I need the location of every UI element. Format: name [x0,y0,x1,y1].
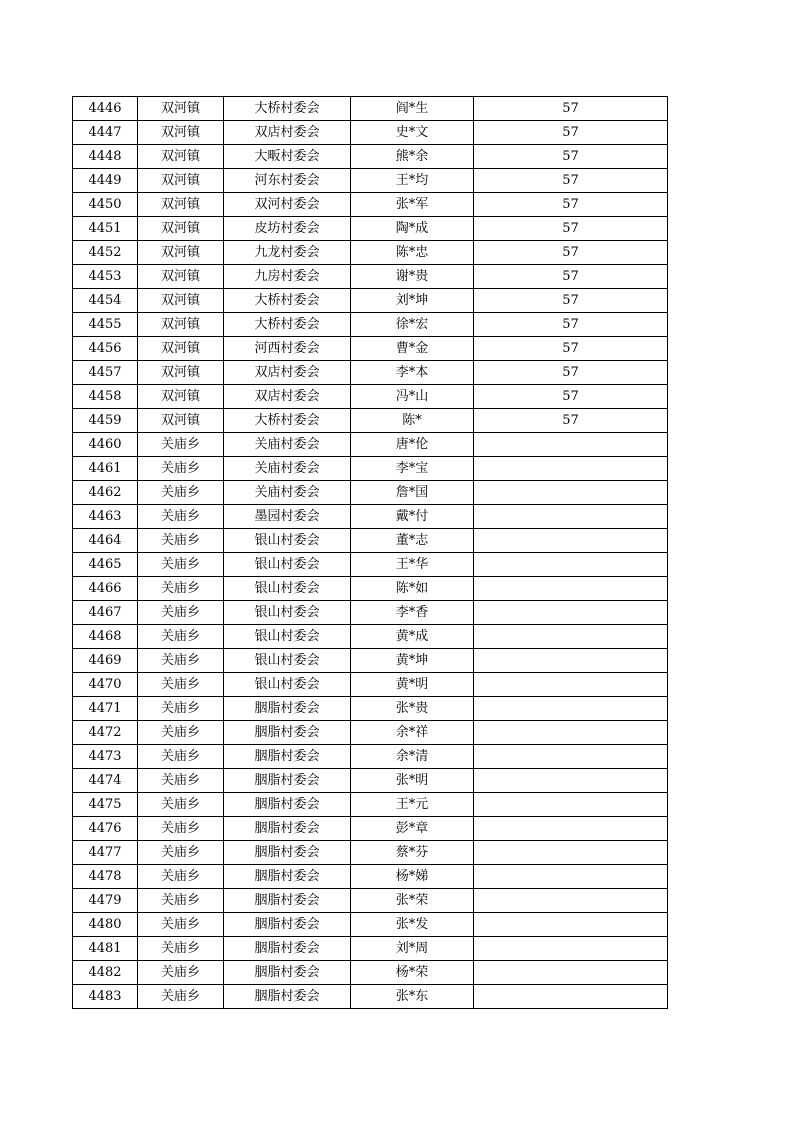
village-committee-cell: 九龙村委会 [224,241,351,265]
row-number-cell: 4455 [73,313,138,337]
person-name-cell: 杨*荣 [351,961,474,985]
village-committee-cell: 胭脂村委会 [224,769,351,793]
township-cell: 关庙乡 [138,721,224,745]
village-committee-cell: 双河村委会 [224,193,351,217]
table-row [73,553,668,577]
amount-cell [474,481,668,505]
table-row [73,145,668,169]
row-number-cell: 4457 [73,361,138,385]
amount-cell: 57 [474,361,668,385]
township-cell: 双河镇 [138,337,224,361]
township-cell: 关庙乡 [138,961,224,985]
row-number-cell: 4471 [73,697,138,721]
township-cell: 关庙乡 [138,577,224,601]
table-row [73,721,668,745]
village-committee-cell: 胭脂村委会 [224,889,351,913]
row-number-cell: 4483 [73,985,138,1009]
village-committee-cell: 胭脂村委会 [224,793,351,817]
table-row [73,889,668,913]
table-row [73,481,668,505]
village-committee-cell: 银山村委会 [224,577,351,601]
village-committee-cell: 河东村委会 [224,169,351,193]
person-name-cell: 黄*坤 [351,649,474,673]
person-name-cell: 刘*周 [351,937,474,961]
village-committee-cell: 胭脂村委会 [224,697,351,721]
person-name-cell: 张*明 [351,769,474,793]
amount-cell [474,457,668,481]
township-cell: 关庙乡 [138,601,224,625]
amount-cell [474,841,668,865]
township-cell: 关庙乡 [138,697,224,721]
amount-cell: 57 [474,169,668,193]
village-committee-cell: 胭脂村委会 [224,817,351,841]
amount-cell [474,721,668,745]
township-cell: 关庙乡 [138,529,224,553]
table-row [73,457,668,481]
amount-cell: 57 [474,337,668,361]
table-row [73,505,668,529]
amount-cell: 57 [474,313,668,337]
table-row [73,577,668,601]
person-name-cell: 杨*娣 [351,865,474,889]
village-committee-cell: 墨园村委会 [224,505,351,529]
person-name-cell: 曹*金 [351,337,474,361]
person-name-cell: 董*志 [351,529,474,553]
amount-cell [474,649,668,673]
amount-cell [474,913,668,937]
village-committee-cell: 皮坊村委会 [224,217,351,241]
table-row [73,97,668,121]
row-number-cell: 4482 [73,961,138,985]
person-name-cell: 张*贵 [351,697,474,721]
person-name-cell: 蔡*芬 [351,841,474,865]
township-cell: 关庙乡 [138,817,224,841]
person-name-cell: 张*荣 [351,889,474,913]
roster-table-body [73,97,668,1009]
amount-cell [474,433,668,457]
person-name-cell: 阎*生 [351,97,474,121]
amount-cell [474,769,668,793]
person-name-cell: 陈* [351,409,474,433]
township-cell: 关庙乡 [138,457,224,481]
village-committee-cell: 关庙村委会 [224,481,351,505]
row-number-cell: 4447 [73,121,138,145]
person-name-cell: 戴*付 [351,505,474,529]
row-number-cell: 4461 [73,457,138,481]
row-number-cell: 4448 [73,145,138,169]
village-committee-cell: 胭脂村委会 [224,961,351,985]
amount-cell: 57 [474,145,668,169]
township-cell: 关庙乡 [138,937,224,961]
row-number-cell: 4465 [73,553,138,577]
village-committee-cell: 关庙村委会 [224,433,351,457]
row-number-cell: 4466 [73,577,138,601]
township-cell: 双河镇 [138,145,224,169]
township-cell: 双河镇 [138,169,224,193]
village-committee-cell: 双店村委会 [224,361,351,385]
table-row [73,409,668,433]
village-committee-cell: 银山村委会 [224,625,351,649]
village-committee-cell: 胭脂村委会 [224,865,351,889]
person-name-cell: 黄*明 [351,673,474,697]
row-number-cell: 4477 [73,841,138,865]
township-cell: 双河镇 [138,361,224,385]
village-committee-cell: 大桥村委会 [224,289,351,313]
amount-cell: 57 [474,193,668,217]
amount-cell: 57 [474,97,668,121]
row-number-cell: 4480 [73,913,138,937]
row-number-cell: 4479 [73,889,138,913]
amount-cell [474,673,668,697]
row-number-cell: 4454 [73,289,138,313]
person-name-cell: 李*香 [351,601,474,625]
table-row [73,745,668,769]
table-row [73,649,668,673]
township-cell: 双河镇 [138,217,224,241]
row-number-cell: 4469 [73,649,138,673]
person-name-cell: 王*华 [351,553,474,577]
table-row [73,121,668,145]
row-number-cell: 4463 [73,505,138,529]
village-committee-cell: 大畈村委会 [224,145,351,169]
township-cell: 关庙乡 [138,769,224,793]
person-name-cell: 彭*章 [351,817,474,841]
township-cell: 双河镇 [138,385,224,409]
township-cell: 关庙乡 [138,649,224,673]
village-committee-cell: 大桥村委会 [224,97,351,121]
township-cell: 双河镇 [138,121,224,145]
amount-cell: 57 [474,241,668,265]
table-row [73,937,668,961]
township-cell: 关庙乡 [138,985,224,1009]
amount-cell [474,601,668,625]
village-committee-cell: 银山村委会 [224,529,351,553]
row-number-cell: 4459 [73,409,138,433]
row-number-cell: 4446 [73,97,138,121]
table-row [73,217,668,241]
table-row [73,529,668,553]
table-row [73,961,668,985]
township-cell: 关庙乡 [138,505,224,529]
person-name-cell: 陶*成 [351,217,474,241]
township-cell: 双河镇 [138,409,224,433]
row-number-cell: 4476 [73,817,138,841]
row-number-cell: 4456 [73,337,138,361]
row-number-cell: 4462 [73,481,138,505]
table-row [73,865,668,889]
township-cell: 双河镇 [138,193,224,217]
row-number-cell: 4451 [73,217,138,241]
row-number-cell: 4467 [73,601,138,625]
amount-cell [474,937,668,961]
amount-cell [474,625,668,649]
table-row [73,817,668,841]
table-row [73,841,668,865]
village-committee-cell: 大桥村委会 [224,409,351,433]
person-name-cell: 王*元 [351,793,474,817]
table-row [73,673,668,697]
person-name-cell: 徐*宏 [351,313,474,337]
person-name-cell: 黄*成 [351,625,474,649]
row-number-cell: 4464 [73,529,138,553]
amount-cell [474,793,668,817]
amount-cell: 57 [474,217,668,241]
person-name-cell: 陈*忠 [351,241,474,265]
person-name-cell: 王*均 [351,169,474,193]
table-row [73,385,668,409]
village-committee-cell: 胭脂村委会 [224,841,351,865]
amount-cell [474,529,668,553]
township-cell: 双河镇 [138,313,224,337]
village-committee-cell: 关庙村委会 [224,457,351,481]
amount-cell [474,817,668,841]
amount-cell [474,889,668,913]
amount-cell: 57 [474,409,668,433]
person-name-cell: 陈*如 [351,577,474,601]
amount-cell [474,697,668,721]
row-number-cell: 4449 [73,169,138,193]
village-committee-cell: 九房村委会 [224,265,351,289]
amount-cell [474,553,668,577]
village-committee-cell: 银山村委会 [224,673,351,697]
row-number-cell: 4481 [73,937,138,961]
village-committee-cell: 胭脂村委会 [224,745,351,769]
township-cell: 关庙乡 [138,673,224,697]
person-name-cell: 张*军 [351,193,474,217]
table-row [73,985,668,1009]
amount-cell: 57 [474,289,668,313]
table-row [73,241,668,265]
row-number-cell: 4450 [73,193,138,217]
amount-cell: 57 [474,385,668,409]
person-name-cell: 史*文 [351,121,474,145]
person-name-cell: 唐*伦 [351,433,474,457]
row-number-cell: 4453 [73,265,138,289]
amount-cell [474,961,668,985]
table-row [73,361,668,385]
table-row [73,601,668,625]
amount-cell [474,985,668,1009]
township-cell: 关庙乡 [138,745,224,769]
table-row [73,169,668,193]
row-number-cell: 4452 [73,241,138,265]
village-committee-cell: 银山村委会 [224,553,351,577]
village-committee-cell: 银山村委会 [224,601,351,625]
person-name-cell: 詹*国 [351,481,474,505]
village-committee-cell: 胭脂村委会 [224,937,351,961]
table-row [73,697,668,721]
amount-cell [474,865,668,889]
row-number-cell: 4470 [73,673,138,697]
person-name-cell: 余*清 [351,745,474,769]
table-row [73,289,668,313]
township-cell: 关庙乡 [138,793,224,817]
person-name-cell: 李*宝 [351,457,474,481]
village-committee-cell: 胭脂村委会 [224,985,351,1009]
row-number-cell: 4474 [73,769,138,793]
row-number-cell: 4472 [73,721,138,745]
amount-cell [474,745,668,769]
person-name-cell: 冯*山 [351,385,474,409]
village-committee-cell: 胭脂村委会 [224,721,351,745]
village-committee-cell: 河西村委会 [224,337,351,361]
person-name-cell: 刘*坤 [351,289,474,313]
person-name-cell: 谢*贵 [351,265,474,289]
township-cell: 双河镇 [138,97,224,121]
table-row [73,625,668,649]
village-committee-cell: 胭脂村委会 [224,913,351,937]
row-number-cell: 4473 [73,745,138,769]
row-number-cell: 4458 [73,385,138,409]
person-name-cell: 张*发 [351,913,474,937]
township-cell: 关庙乡 [138,625,224,649]
person-name-cell: 余*祥 [351,721,474,745]
township-cell: 关庙乡 [138,481,224,505]
table-row [73,337,668,361]
township-cell: 双河镇 [138,265,224,289]
village-committee-cell: 双店村委会 [224,121,351,145]
table-row [73,913,668,937]
amount-cell: 57 [474,121,668,145]
row-number-cell: 4460 [73,433,138,457]
amount-cell [474,505,668,529]
table-row [73,313,668,337]
township-cell: 关庙乡 [138,865,224,889]
township-cell: 关庙乡 [138,913,224,937]
person-name-cell: 张*东 [351,985,474,1009]
amount-cell: 57 [474,265,668,289]
row-number-cell: 4468 [73,625,138,649]
table-row [73,793,668,817]
township-cell: 关庙乡 [138,841,224,865]
table-row [73,265,668,289]
township-cell: 关庙乡 [138,553,224,577]
row-number-cell: 4475 [73,793,138,817]
person-name-cell: 熊*余 [351,145,474,169]
row-number-cell: 4478 [73,865,138,889]
village-committee-cell: 银山村委会 [224,649,351,673]
roster-table [72,96,668,1009]
table-row [73,433,668,457]
township-cell: 双河镇 [138,289,224,313]
township-cell: 双河镇 [138,241,224,265]
amount-cell [474,577,668,601]
township-cell: 关庙乡 [138,433,224,457]
village-committee-cell: 双店村委会 [224,385,351,409]
table-row [73,193,668,217]
village-committee-cell: 大桥村委会 [224,313,351,337]
township-cell: 关庙乡 [138,889,224,913]
table-row [73,769,668,793]
person-name-cell: 李*本 [351,361,474,385]
